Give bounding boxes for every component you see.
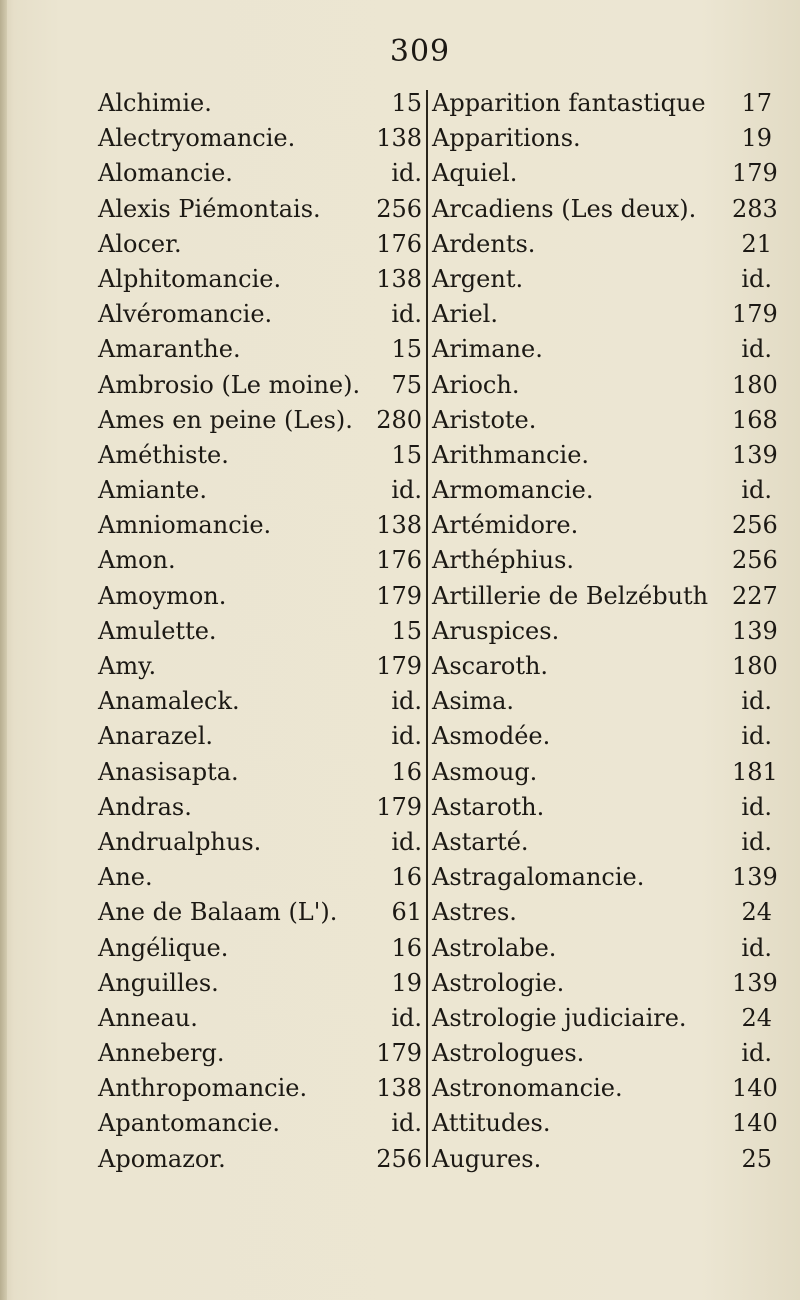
index-entry-name: Angélique. — [98, 933, 229, 962]
index-entry-page: id. — [741, 933, 772, 962]
index-entry-name: Anneau. — [98, 1003, 198, 1032]
index-entry-page: 139 — [732, 440, 778, 469]
index-entry-name: Ardents. — [432, 229, 536, 258]
index-entry-page: id. — [391, 159, 422, 188]
index-entry-name: Alectryomancie. — [98, 124, 296, 153]
index-entry-page: 256 — [732, 546, 778, 575]
index-entry-page: 179 — [732, 300, 778, 329]
index-entry-page: 138 — [376, 124, 422, 153]
index-entry-page: 75 — [391, 370, 422, 399]
index-entry-page: 16 — [391, 757, 422, 786]
index-entry-page: 280 — [376, 405, 422, 434]
index-entry-page: 25 — [741, 1144, 772, 1173]
index-entry-name: Anguilles. — [98, 968, 219, 997]
index-entry-name: Alomancie. — [98, 159, 233, 188]
index-entry-page: 19 — [741, 124, 772, 153]
index-entry-name: Aquiel. — [432, 159, 518, 188]
index-entry-page: id. — [391, 687, 422, 716]
index-entry-name: Apparitions. — [432, 124, 581, 153]
index-entry-name: Apantomancie. — [98, 1109, 281, 1138]
index-entry-page: 179 — [376, 792, 422, 821]
index-entry-name: Améthiste. — [98, 440, 229, 469]
index-entry-page: 138 — [376, 264, 422, 293]
index-entry-page: id. — [741, 827, 772, 856]
index-entry-page: id. — [391, 300, 422, 329]
index-entry-page: 256 — [732, 511, 778, 540]
index-entry-name: Arimane. — [432, 335, 543, 364]
index-entry-name: Artillerie de Belzébuth — [432, 581, 709, 610]
index-entry-name: Astragalomancie. — [432, 863, 645, 892]
index-entry-name: Andras. — [98, 792, 192, 821]
index-entry-name: Anthropomancie. — [98, 1074, 308, 1103]
index-entry-name: Ane. — [98, 863, 153, 892]
index-entry-name: Augures. — [432, 1144, 542, 1173]
index-entry-page: 15 — [391, 89, 422, 117]
index-entry-name: Astronomancie. — [432, 1074, 623, 1103]
index-entry-name: Anarazel. — [98, 722, 214, 751]
index-entry-name: Amulette. — [98, 616, 217, 645]
index-entry-name: Astrologie. — [432, 968, 565, 997]
index-entry-name: Amniomancie. — [98, 511, 272, 540]
index-table — [98, 86, 778, 1177]
index-entry-page: id. — [741, 687, 772, 716]
index-entry-page: 179 — [376, 581, 422, 610]
right-entry-pages — [732, 86, 778, 1177]
index-entry-page: 140 — [732, 1074, 778, 1103]
index-entry-page: 179 — [732, 159, 778, 188]
index-entry-name: Artémidore. — [432, 511, 579, 540]
index-entry-name: Arithmancie. — [432, 440, 590, 469]
index-entry-name: Apomazor. — [98, 1144, 226, 1173]
index-entry-page: id. — [391, 722, 422, 751]
index-entry-page: 139 — [732, 968, 778, 997]
index-entry-name: Andrualphus. — [98, 827, 262, 856]
index-entry-page: id. — [391, 1003, 422, 1032]
index-entry-page: 180 — [732, 370, 778, 399]
index-entry-name: Astaroth. — [432, 792, 545, 821]
index-entry-name: Arcadiens (Les deux). — [432, 194, 697, 223]
index-entry-page: 139 — [732, 863, 778, 892]
index-entry-page: id. — [741, 476, 772, 505]
index-entry-name: Alocer. — [98, 229, 182, 258]
right-entry-names — [428, 86, 732, 1177]
index-entry-page: id. — [391, 827, 422, 856]
index-entry-page: id. — [741, 1039, 772, 1068]
index-entry-name: Aristote. — [432, 405, 537, 434]
index-entry-name: Aruspices. — [432, 616, 560, 645]
index-entry-name: Ambrosio (Le moine). — [98, 370, 361, 399]
index-entry-name: Astres. — [432, 898, 517, 927]
index-entry-name: Astrolabe. — [432, 933, 557, 962]
index-entry-name: Amaranthe. — [98, 335, 241, 364]
index-entry-page: 256 — [376, 1144, 422, 1173]
index-entry-page: 17 — [741, 89, 772, 117]
index-entry-name: Anasisapta. — [98, 757, 239, 786]
index-entry-page: 227 — [732, 581, 778, 610]
index-entry-page: 138 — [376, 511, 422, 540]
index-entry-name: Argent. — [432, 264, 524, 293]
index-entry-page: 176 — [376, 546, 422, 575]
index-entry-page: id. — [391, 1109, 422, 1138]
index-entry-page: 181 — [732, 757, 778, 786]
index-entry-page: id. — [741, 335, 772, 364]
index-entry-name: Alphitomancie. — [98, 264, 282, 293]
index-entry-name: Ane de Balaam (L'). — [98, 898, 338, 927]
index-entry-page: 180 — [732, 652, 778, 680]
index-entry-page: 179 — [376, 1039, 422, 1068]
index-entry-page: 283 — [732, 194, 778, 223]
index-entry-name: Amon. — [98, 546, 176, 575]
index-entry-name: Amoymon. — [98, 581, 227, 610]
index-entry-page: id. — [741, 792, 772, 821]
index-entry-page: id. — [741, 264, 772, 293]
index-entry-name: Alexis Piémontais. — [98, 194, 321, 223]
index-entry-name: Alchimie. — [98, 89, 212, 117]
index-entry-name: Asmodée. — [432, 722, 551, 751]
index-entry-page: 24 — [741, 898, 772, 927]
index-entry-name: Ariel. — [432, 300, 498, 329]
index-entry-page: 256 — [376, 194, 422, 223]
index-entry-page: 179 — [376, 652, 422, 680]
index-entry-page: 21 — [741, 229, 772, 258]
index-entry-page: 16 — [391, 933, 422, 962]
index-entry-name: Arthéphius. — [432, 546, 575, 575]
index-entry-page: 138 — [376, 1074, 422, 1103]
index-entry-name: Ames en peine (Les). — [98, 405, 353, 434]
index-entry-name: Anamaleck. — [98, 687, 240, 716]
index-entry-page: id. — [741, 722, 772, 751]
index-entry-page: 139 — [732, 616, 778, 645]
index-entry-name: Anneberg. — [98, 1039, 225, 1068]
index-entry-page: 140 — [732, 1109, 778, 1138]
index-entry-page: id. — [391, 476, 422, 505]
left-entry-pages — [370, 86, 426, 1177]
index-entry-page: 15 — [391, 616, 422, 645]
index-entry-name: Armomancie. — [432, 476, 594, 505]
index-entry-page: 19 — [391, 968, 422, 997]
page-number: 309 — [389, 34, 451, 69]
index-entry-name: Astrologues. — [432, 1039, 585, 1068]
page-binding-edge — [0, 0, 7, 1300]
index-entry-name: Apparition fantastique — [432, 89, 706, 117]
index-entry-page: 16 — [391, 863, 422, 892]
left-entry-names — [98, 86, 370, 1177]
index-entry-page: 168 — [732, 405, 778, 434]
index-entry-page: 176 — [376, 229, 422, 258]
index-entry-page: 15 — [391, 440, 422, 469]
index-entry-name: Asima. — [432, 687, 515, 716]
index-entry-name: Asmoug. — [432, 757, 538, 786]
index-entry-name: Arioch. — [432, 370, 520, 399]
index-entry-page: 15 — [391, 335, 422, 364]
index-entry-name: Ascaroth. — [432, 652, 549, 680]
index-entry-page: 24 — [741, 1003, 772, 1032]
index-entry-name: Alvéromancie. — [98, 300, 273, 329]
index-entry-page: 61 — [391, 898, 422, 927]
index-entry-name: Astrologie judiciaire. — [432, 1003, 687, 1032]
index-entry-name: Attitudes. — [432, 1109, 551, 1138]
index-entry-name: Astarté. — [432, 827, 529, 856]
index-entry-name: Amiante. — [98, 476, 208, 505]
index-entry-name: Amy. — [98, 652, 157, 680]
